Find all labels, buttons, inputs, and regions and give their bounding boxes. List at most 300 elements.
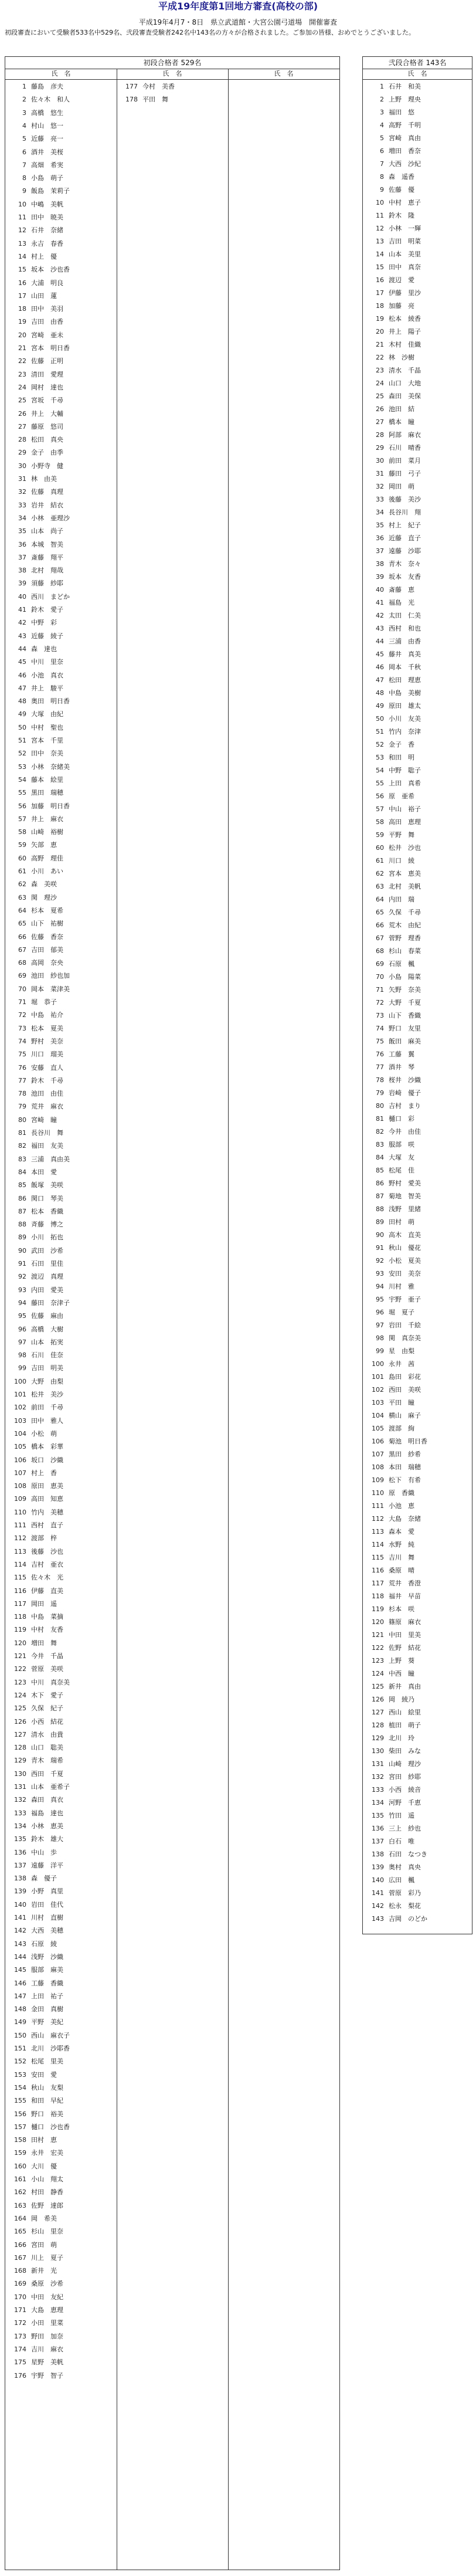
table-row	[363, 519, 472, 532]
row-name: 山本 尚子	[31, 527, 63, 535]
table-row	[363, 687, 472, 700]
row-name: 水野 純	[389, 1541, 414, 1548]
row-name: 荒井 麻衣	[31, 1103, 63, 1111]
row-number: 90	[18, 1246, 26, 1255]
table-row	[363, 880, 472, 893]
row-number: 99	[18, 1364, 26, 1372]
row-number: 72	[18, 1011, 26, 1019]
row-number: 114	[372, 1541, 384, 1548]
row-name: 堀 恭子	[31, 998, 57, 1006]
row-number: 61	[18, 867, 26, 875]
table-row	[5, 303, 117, 316]
table-row	[363, 1422, 472, 1435]
row-number: 109	[14, 1495, 26, 1503]
row-number: 159	[14, 2149, 26, 2157]
table-row	[363, 1797, 472, 1809]
row-name: 清水 由貴	[31, 1730, 63, 1738]
row-name: 黒田 紗希	[389, 1450, 421, 1458]
row-name: 桑原 晴	[389, 1567, 414, 1574]
row-name: 林 由美	[31, 475, 57, 483]
table-row	[5, 1545, 117, 1558]
table-row	[363, 893, 472, 906]
row-name: 工藤 翼	[389, 1050, 414, 1058]
row-number: 28	[376, 431, 384, 439]
row-name: 大川 優	[31, 2162, 57, 2170]
row-number: 150	[14, 2031, 26, 2039]
row-name: 清田 愛理	[31, 370, 63, 378]
table-row	[363, 1784, 472, 1797]
table-row	[5, 1166, 117, 1179]
table-row	[5, 774, 117, 787]
table-row	[363, 1590, 472, 1603]
row-number: 124	[14, 1691, 26, 1699]
table-row	[363, 1719, 472, 1732]
table-row	[363, 635, 472, 648]
row-number: 152	[14, 2058, 26, 2066]
row-number: 156	[14, 2110, 26, 2118]
row-number: 127	[14, 1730, 26, 1738]
table-row	[5, 1990, 117, 2003]
table-row	[5, 486, 117, 499]
row-name: 中嶋 美帆	[31, 200, 63, 208]
row-number: 26	[18, 409, 26, 418]
row-name: 武田 沙希	[31, 1246, 63, 1255]
row-name: 山口 聡美	[31, 1744, 63, 1752]
table-row	[5, 2356, 117, 2369]
table-row	[5, 1885, 117, 1898]
row-number: 70	[18, 985, 26, 993]
row-name: 井上 陽子	[389, 328, 421, 335]
nidan-col-header: 氏 名	[363, 69, 472, 80]
row-name: 吉村 まり	[389, 1102, 421, 1110]
table-row	[5, 1362, 117, 1375]
row-number: 25	[376, 392, 384, 400]
row-name: 大野 千夏	[389, 999, 421, 1006]
row-name: 田中 奈美	[31, 750, 63, 758]
row-name: 中島 菜摘	[31, 1613, 63, 1621]
row-name: 上田 祐子	[31, 1992, 63, 2000]
row-name: 長谷川 舞	[31, 1129, 63, 1137]
row-number: 83	[18, 1155, 26, 1163]
table-row	[363, 248, 472, 261]
row-number: 6	[380, 147, 384, 155]
row-name: 西田 千夏	[31, 1770, 63, 1778]
row-number: 172	[14, 2319, 26, 2327]
table-row	[5, 329, 117, 342]
row-name: 大塚 由紀	[31, 710, 63, 718]
row-name: 飯島 茉莉子	[31, 187, 70, 195]
row-number: 36	[18, 540, 26, 548]
row-number: 91	[376, 1244, 384, 1252]
row-name: 本田 瑞穂	[389, 1463, 421, 1471]
row-number: 110	[14, 1508, 26, 1516]
table-row	[363, 480, 472, 493]
row-number: 43	[18, 632, 26, 640]
row-number: 145	[14, 1966, 26, 1974]
table-row	[5, 2252, 117, 2265]
table-row	[5, 1532, 117, 1545]
row-name: 吉田 明菜	[389, 238, 421, 245]
row-number: 155	[14, 2097, 26, 2105]
row-name: 柴田 みな	[389, 1747, 421, 1755]
row-name: 大西 沙紀	[389, 160, 421, 168]
table-row	[363, 1242, 472, 1255]
row-name: 松井 沙也	[389, 844, 421, 852]
row-number: 17	[376, 289, 384, 297]
row-name: 中野 聡子	[389, 767, 421, 774]
row-name: 星野 美帆	[31, 2358, 63, 2367]
table-row	[5, 2330, 117, 2343]
table-row	[5, 290, 117, 303]
table-row	[363, 222, 472, 235]
row-number: 127	[372, 1709, 384, 1716]
row-name: 平野 美紀	[31, 2018, 63, 2026]
row-number: 1	[380, 83, 384, 90]
row-number: 35	[376, 521, 384, 529]
table-row	[363, 132, 472, 145]
row-name: 堀 夏子	[389, 1309, 414, 1316]
table-row	[5, 133, 117, 145]
table-row	[363, 790, 472, 803]
table-row	[5, 944, 117, 957]
table-row	[5, 2291, 117, 2304]
row-name: 木村 佳織	[389, 341, 421, 348]
row-number: 81	[18, 1129, 26, 1137]
row-name: 川村 直樹	[31, 1914, 63, 1921]
row-number: 170	[14, 2293, 26, 2301]
row-number: 105	[372, 1425, 384, 1432]
row-number: 20	[376, 328, 384, 335]
table-row	[5, 146, 117, 159]
row-number: 42	[18, 619, 26, 627]
table-row	[5, 983, 117, 996]
table-row	[5, 839, 117, 852]
row-name: 佐野 達郎	[31, 2201, 63, 2209]
row-name: 本城 智美	[31, 540, 63, 548]
table-row	[363, 751, 472, 764]
row-number: 88	[18, 1221, 26, 1229]
row-number: 15	[18, 266, 26, 274]
row-number: 171	[14, 2306, 26, 2314]
row-number: 86	[18, 1194, 26, 1202]
table-row	[5, 604, 117, 616]
table-row	[5, 616, 117, 629]
row-number: 89	[376, 1218, 384, 1226]
row-name: 小林 恵美	[31, 1822, 63, 1830]
table-row	[363, 855, 472, 867]
row-number: 177	[125, 83, 138, 90]
row-number: 71	[376, 986, 384, 994]
row-number: 33	[376, 496, 384, 503]
row-name: 小島 萌子	[31, 174, 63, 182]
row-name: 青木 瑞希	[31, 1757, 63, 1765]
table-row	[5, 2304, 117, 2317]
row-name: 三浦 真由美	[31, 1155, 70, 1163]
table-row	[5, 2016, 117, 2029]
row-name: 野村 美奈	[31, 1037, 63, 1045]
row-name: 北村 美帆	[389, 883, 421, 890]
row-number: 26	[376, 405, 384, 413]
row-number: 40	[376, 586, 384, 594]
table-row	[363, 390, 472, 403]
row-name: 小川 あい	[31, 867, 63, 875]
row-name: 上野 葵	[389, 1657, 414, 1665]
table-row	[5, 1467, 117, 1480]
row-name: 福島 達也	[31, 1809, 63, 1817]
row-number: 2	[22, 96, 26, 104]
row-name: 安田 愛	[31, 2070, 57, 2079]
row-name: 北川 玲	[389, 1734, 414, 1742]
table-row	[5, 2134, 117, 2147]
row-name: 北川 沙耶香	[31, 2045, 70, 2052]
table-row	[5, 1258, 117, 1270]
table-row	[363, 1577, 472, 1590]
row-number: 41	[18, 606, 26, 614]
row-name: 高野 千明	[389, 121, 421, 129]
row-number: 94	[376, 1283, 384, 1290]
row-name: 小林 奈緒美	[31, 762, 70, 771]
row-number: 82	[376, 1128, 384, 1136]
row-name: 増田 香奈	[389, 147, 421, 155]
table-row	[5, 185, 117, 198]
results-note: 初段審査において受験者533名中529名、弐段審査受験者242名中143名の方々が合格されました。ご参加の皆様、おめでとうございました。	[5, 29, 415, 36]
row-number: 59	[376, 831, 384, 839]
row-name: 西田 美咲	[389, 1386, 421, 1394]
table-row	[5, 1284, 117, 1297]
row-number: 46	[18, 671, 26, 679]
row-name: 石井 奈緒	[31, 226, 63, 235]
row-number: 65	[18, 920, 26, 928]
table-row	[363, 648, 472, 661]
row-name: 石田 なつき	[389, 1850, 427, 1858]
row-name: 野田 加奈	[31, 2332, 63, 2340]
row-name: 岡 綾乃	[389, 1696, 414, 1703]
row-name: 小池 恵	[389, 1502, 414, 1510]
row-number: 9	[380, 186, 384, 194]
table-row	[5, 682, 117, 695]
table-row	[363, 1126, 472, 1138]
table-row	[5, 238, 117, 250]
row-number: 121	[14, 1652, 26, 1660]
table-row	[5, 355, 117, 368]
row-number: 32	[376, 483, 384, 490]
row-number: 86	[376, 1179, 384, 1187]
table-row	[363, 1732, 472, 1745]
row-name: 藤島 彦夫	[31, 83, 63, 90]
row-name: 村田 静香	[31, 2188, 63, 2197]
row-name: 中村 恵子	[389, 199, 421, 206]
table-row	[5, 1454, 117, 1467]
table-row	[5, 316, 117, 328]
row-number: 28	[18, 436, 26, 444]
row-number: 50	[18, 723, 26, 731]
row-number: 46	[376, 663, 384, 671]
row-number: 139	[14, 1887, 26, 1896]
table-row	[5, 1741, 117, 1754]
row-number: 119	[372, 1605, 384, 1613]
row-name: 松尾 里美	[31, 2058, 63, 2066]
row-number: 154	[14, 2083, 26, 2092]
row-number: 29	[18, 449, 26, 457]
table-row	[5, 656, 117, 669]
row-number: 146	[14, 1979, 26, 1987]
row-number: 36	[376, 534, 384, 542]
row-name: 安藤 直人	[31, 1063, 63, 1072]
row-name: 飯塚 美咲	[31, 1181, 63, 1189]
row-name: 佐野 結花	[389, 1644, 421, 1652]
row-name: 宮田 紗耶	[389, 1773, 421, 1781]
row-number: 125	[372, 1683, 384, 1690]
row-name: 川上 夏子	[31, 2253, 63, 2262]
row-number: 65	[376, 909, 384, 916]
row-name: 村上 香	[31, 1469, 57, 1477]
table-row	[363, 1461, 472, 1474]
row-number: 43	[376, 625, 384, 632]
row-name: 吉田 明美	[31, 1364, 63, 1372]
row-number: 64	[18, 906, 26, 914]
row-number: 18	[18, 305, 26, 313]
row-name: 藤本 絵里	[31, 775, 63, 784]
table-row	[5, 1768, 117, 1781]
table-row	[363, 1706, 472, 1719]
row-name: 中田 友紀	[31, 2293, 63, 2301]
row-name: 井上 大輔	[31, 409, 63, 418]
row-number: 79	[376, 1089, 384, 1097]
table-row	[363, 1500, 472, 1513]
row-name: 北村 翔哉	[31, 567, 63, 575]
row-name: 林 沙樹	[389, 354, 414, 361]
table-row	[5, 761, 117, 774]
row-number: 97	[18, 1338, 26, 1346]
table-row	[363, 1667, 472, 1680]
row-name: 松本 夏美	[31, 1024, 63, 1032]
table-row	[5, 1598, 117, 1611]
row-number: 89	[18, 1233, 26, 1242]
table-row	[363, 1048, 472, 1061]
row-name: 山下 香織	[389, 1012, 421, 1019]
row-name: 井上 麻衣	[31, 815, 63, 823]
row-name: 桑原 沙希	[31, 2280, 63, 2288]
table-row	[5, 2199, 117, 2212]
table-row	[5, 1218, 117, 1231]
table-row	[5, 381, 117, 394]
row-number: 130	[372, 1747, 384, 1755]
row-number: 98	[376, 1334, 384, 1342]
row-name: 矢野 奈美	[389, 986, 421, 994]
table-row	[363, 945, 472, 958]
row-name: 中西 瞳	[389, 1670, 414, 1677]
row-number: 31	[18, 475, 26, 483]
table-row	[363, 416, 472, 429]
table-row	[5, 2317, 117, 2330]
table-row	[363, 1229, 472, 1242]
row-number: 60	[18, 854, 26, 862]
row-number: 63	[18, 893, 26, 901]
row-number: 118	[372, 1592, 384, 1600]
row-number: 52	[18, 750, 26, 758]
row-number: 71	[18, 998, 26, 1006]
row-name: 松田 真央	[31, 436, 63, 444]
table-row	[363, 1655, 472, 1667]
row-name: 上田 真希	[389, 779, 421, 787]
table-row	[363, 571, 472, 584]
table-row	[363, 661, 472, 674]
table-row	[5, 1951, 117, 1964]
row-name: 菅原 彩乃	[389, 1889, 421, 1897]
row-number: 95	[376, 1296, 384, 1303]
table-row	[363, 377, 472, 390]
row-name: 飯田 麻美	[389, 1038, 421, 1045]
table-row	[363, 506, 472, 519]
table-row	[363, 326, 472, 338]
table-row	[363, 803, 472, 816]
row-number: 90	[376, 1231, 384, 1239]
row-name: 遠藤 沙耶	[389, 547, 421, 555]
row-number: 17	[18, 292, 26, 300]
row-number: 38	[376, 560, 384, 568]
row-number: 176	[14, 2371, 26, 2380]
row-number: 45	[376, 650, 384, 658]
table-row	[363, 1513, 472, 1526]
row-name: 坂本 沙也香	[31, 266, 70, 274]
row-name: 中山 裕子	[389, 805, 421, 813]
table-row	[5, 1087, 117, 1100]
row-number: 18	[376, 302, 384, 310]
row-name: 服部 咲	[389, 1141, 414, 1148]
row-number: 125	[14, 1704, 26, 1713]
row-name: 宮崎 瞳	[31, 1116, 57, 1124]
table-row	[5, 1833, 117, 1846]
table-row	[363, 209, 472, 222]
table-row	[363, 609, 472, 622]
table-row	[5, 342, 117, 355]
row-name: 原田 恵美	[31, 1482, 63, 1490]
table-row	[5, 1807, 117, 1820]
row-number: 37	[376, 547, 384, 555]
table-row	[363, 1642, 472, 1655]
row-number: 123	[14, 1678, 26, 1686]
row-name: 石井 和美	[389, 83, 421, 90]
table-row	[363, 1603, 472, 1616]
row-number: 107	[14, 1469, 26, 1477]
row-name: 桜井 沙織	[389, 1076, 421, 1084]
row-number: 13	[376, 238, 384, 245]
table-row	[5, 669, 117, 682]
row-name: 樋口 彩	[389, 1115, 414, 1123]
row-number: 53	[376, 754, 384, 761]
table-row	[5, 107, 117, 120]
table-row	[5, 2147, 117, 2160]
row-number: 162	[14, 2188, 26, 2197]
table-row	[5, 2121, 117, 2134]
row-number: 124	[372, 1670, 384, 1677]
row-name: 藤田 弓子	[389, 470, 421, 477]
table-row	[5, 446, 117, 459]
row-number: 73	[18, 1024, 26, 1032]
table-row	[5, 499, 117, 512]
row-name: 植田 萌子	[389, 1721, 421, 1729]
row-name: 渡部 梓	[31, 1534, 57, 1543]
row-number: 101	[372, 1373, 384, 1381]
table-row	[5, 1519, 117, 1532]
row-name: 岡本 千秋	[389, 663, 421, 671]
row-name: 松本 綾香	[389, 315, 421, 323]
row-number: 126	[372, 1696, 384, 1703]
row-name: 松本 香織	[31, 1207, 63, 1215]
row-number: 37	[18, 553, 26, 561]
table-row	[363, 932, 472, 945]
row-number: 59	[18, 841, 26, 849]
